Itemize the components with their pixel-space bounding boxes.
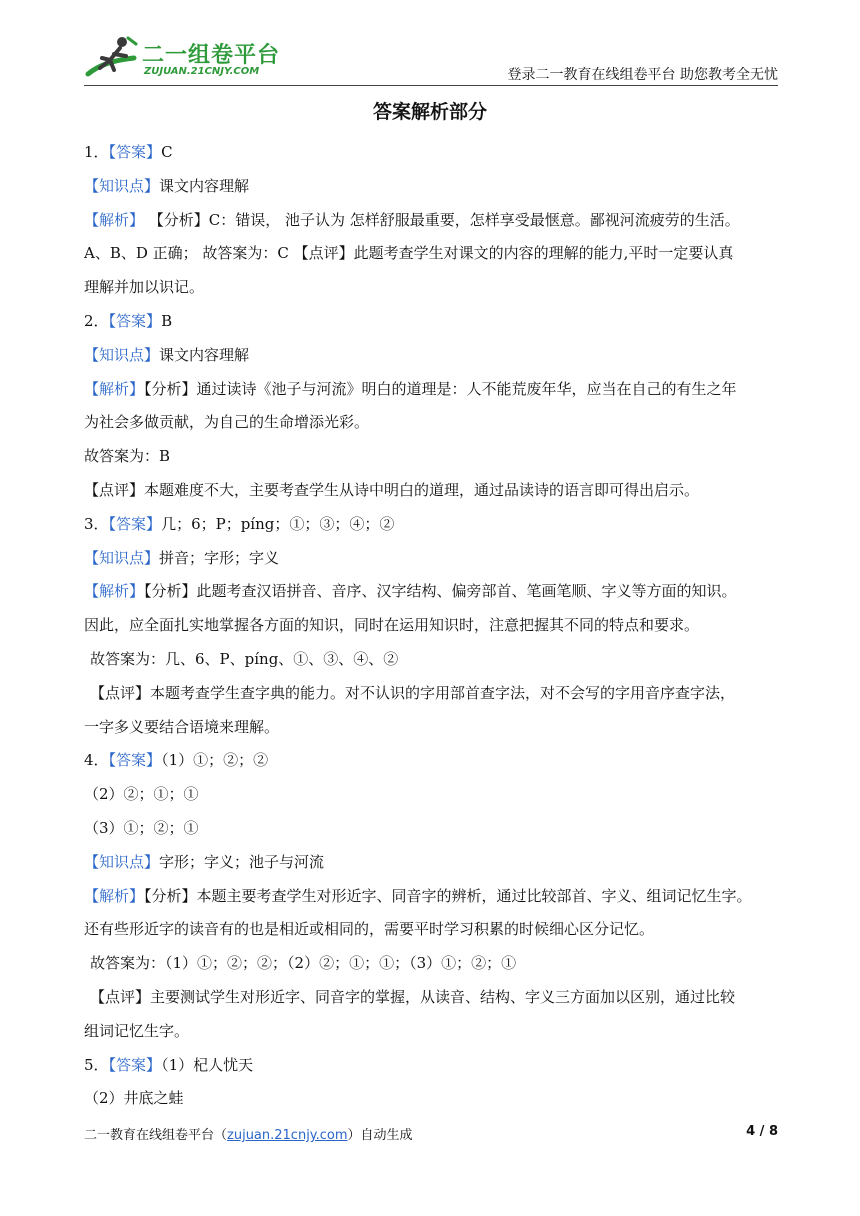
text-line bbox=[84, 744, 778, 778]
line-text: 【点评】本题难度不大，主要考查学生从诗中明白的道理，通过品读诗的语言即可得出启示。 bbox=[84, 480, 700, 499]
page-footer bbox=[84, 1124, 778, 1143]
page-header bbox=[84, 28, 778, 84]
line-text: 几；6；P；píng；①；③；④；② bbox=[161, 514, 395, 533]
text-line bbox=[84, 1049, 778, 1083]
text-line bbox=[84, 575, 778, 609]
line-text: （2）井底之蛙 bbox=[84, 1089, 184, 1108]
line-text: A、B、D 正确； 故答案为：C 【点评】此题考查学生对课文的内容的理解的能力,平时一定要认真 bbox=[84, 244, 734, 263]
text-line bbox=[84, 677, 778, 711]
line-text: （3）①；②；① bbox=[84, 818, 199, 837]
line-text: （1）杞人忧天 bbox=[161, 1055, 254, 1074]
line-text: 因此，应全面扎实地掌握各方面的知识，同时在运用知识时，注意把握其不同的特点和要求。 bbox=[84, 616, 700, 635]
text-line bbox=[84, 204, 778, 238]
label-tag: 【答案】 bbox=[108, 751, 162, 770]
line-text: （1）①；②；② bbox=[161, 751, 269, 770]
text-line bbox=[84, 305, 778, 339]
line-text: 拼音；字形；字义 bbox=[159, 548, 280, 567]
text-line bbox=[84, 136, 778, 170]
text-line bbox=[84, 711, 778, 745]
text-line bbox=[84, 947, 778, 981]
line-text: 一字多义要结合语境来理解。 bbox=[84, 717, 280, 736]
line-text: 3． bbox=[84, 514, 109, 533]
logo-text: 二一组卷平台 bbox=[142, 43, 281, 68]
text-line bbox=[84, 609, 778, 643]
line-text: 2． bbox=[84, 311, 109, 330]
page-number: 4 / 8 bbox=[746, 1124, 778, 1139]
label-tag: 【答案】 bbox=[108, 514, 162, 533]
site-logo[interactable] bbox=[84, 34, 284, 84]
header-slogan: 登录二一教育在线组卷平台 助您教考全无忧 bbox=[507, 67, 778, 83]
footer-prefix: 二一教育在线组卷平台（ bbox=[84, 1128, 228, 1143]
text-line bbox=[84, 880, 778, 914]
answer-content bbox=[84, 136, 778, 1116]
text-line bbox=[84, 406, 778, 440]
line-text: 理解并加以识记。 bbox=[84, 278, 205, 297]
text-line bbox=[84, 778, 778, 812]
line-text: 故答案为：B bbox=[84, 447, 171, 466]
line-text: 4． bbox=[84, 751, 109, 770]
text-line bbox=[84, 981, 778, 1015]
line-text: （2）②；①；① bbox=[84, 785, 199, 804]
line-text: 【点评】主要测试学生对形近字、同音字的掌握，从读音、结构、字义三方面加以区别，通过比较 bbox=[90, 987, 736, 1006]
label-tag: 【知识点】 bbox=[84, 548, 160, 567]
label-tag: 【知识点】 bbox=[84, 176, 160, 195]
line-text: 课文内容理解 bbox=[159, 345, 250, 364]
text-line bbox=[84, 474, 778, 508]
text-line bbox=[84, 440, 778, 474]
line-text: 还有些形近字的读音有的也是相近或相同的，需要平时学习积累的时候细心区分记忆。 bbox=[84, 920, 655, 939]
line-text: 【分析】通过读诗《池子与河流》明白的道理是：人不能荒废年华，应当在自己的有生之年 bbox=[144, 379, 737, 398]
line-text: B bbox=[161, 311, 173, 330]
line-text: 字形；字义；池子与河流 bbox=[159, 852, 325, 871]
footer-site-link[interactable]: zujuan.21cnjy.com bbox=[227, 1128, 348, 1143]
line-text: 故答案为：几、6、P、píng、①、③、④、② bbox=[90, 649, 399, 668]
label-tag: 【解析】 bbox=[84, 582, 145, 601]
text-line bbox=[84, 508, 778, 542]
label-tag: 【解析】 bbox=[84, 210, 145, 229]
label-tag: 【答案】 bbox=[108, 311, 162, 330]
text-line bbox=[84, 542, 778, 576]
line-text: 故答案为：（1）①；②；②；（2）②；①；①；（3）①；②；① bbox=[90, 954, 517, 973]
page-title: 答案解析部分 bbox=[372, 101, 487, 123]
text-line bbox=[84, 643, 778, 677]
logo-url-text: ZUJUAN.21CNJY.COM bbox=[144, 66, 260, 77]
footer-suffix: ）自动生成 bbox=[347, 1128, 413, 1143]
text-line bbox=[84, 339, 778, 373]
text-line bbox=[84, 1082, 778, 1116]
label-tag: 【答案】 bbox=[108, 143, 162, 161]
label-tag: 【答案】 bbox=[108, 1055, 162, 1074]
label-tag: 【解析】 bbox=[84, 886, 145, 905]
text-line bbox=[84, 812, 778, 846]
line-text: C bbox=[161, 143, 173, 161]
line-text: 1． bbox=[84, 143, 109, 161]
header-divider bbox=[84, 85, 778, 86]
line-text: 课文内容理解 bbox=[159, 176, 250, 195]
label-tag: 【知识点】 bbox=[84, 852, 160, 871]
text-line bbox=[84, 170, 778, 204]
line-text: 【点评】本题考查学生查字典的能力。对不认识的字用部首查字法，对不会写的字用音序查字法， bbox=[90, 683, 736, 702]
line-text: 为社会多做贡献，为自己的生命增添光彩。 bbox=[84, 413, 370, 432]
label-tag: 【解析】 bbox=[84, 379, 145, 398]
text-line bbox=[84, 846, 778, 880]
line-text: 【分析】C：错误， 池子认为 怎样舒服最重要，怎样享受最惬意。鄙视河流疲劳的生活。 bbox=[144, 210, 740, 229]
runner-icon bbox=[84, 34, 140, 82]
label-tag: 【知识点】 bbox=[84, 345, 160, 364]
line-text: 【分析】此题考查汉语拼音、音序、汉字结构、偏旁部首、笔画笔顺、字义等方面的知识。 bbox=[144, 582, 737, 601]
text-line bbox=[84, 1015, 778, 1049]
text-line bbox=[84, 373, 778, 407]
line-text: 组词记忆生字。 bbox=[84, 1021, 190, 1040]
text-line bbox=[84, 913, 778, 947]
text-line bbox=[84, 237, 778, 271]
line-text: 5． bbox=[84, 1055, 109, 1074]
text-line bbox=[84, 271, 778, 305]
line-text: 【分析】本题主要考查学生对形近字、同音字的辨析，通过比较部首、字义、组词记忆生字。 bbox=[144, 886, 752, 905]
